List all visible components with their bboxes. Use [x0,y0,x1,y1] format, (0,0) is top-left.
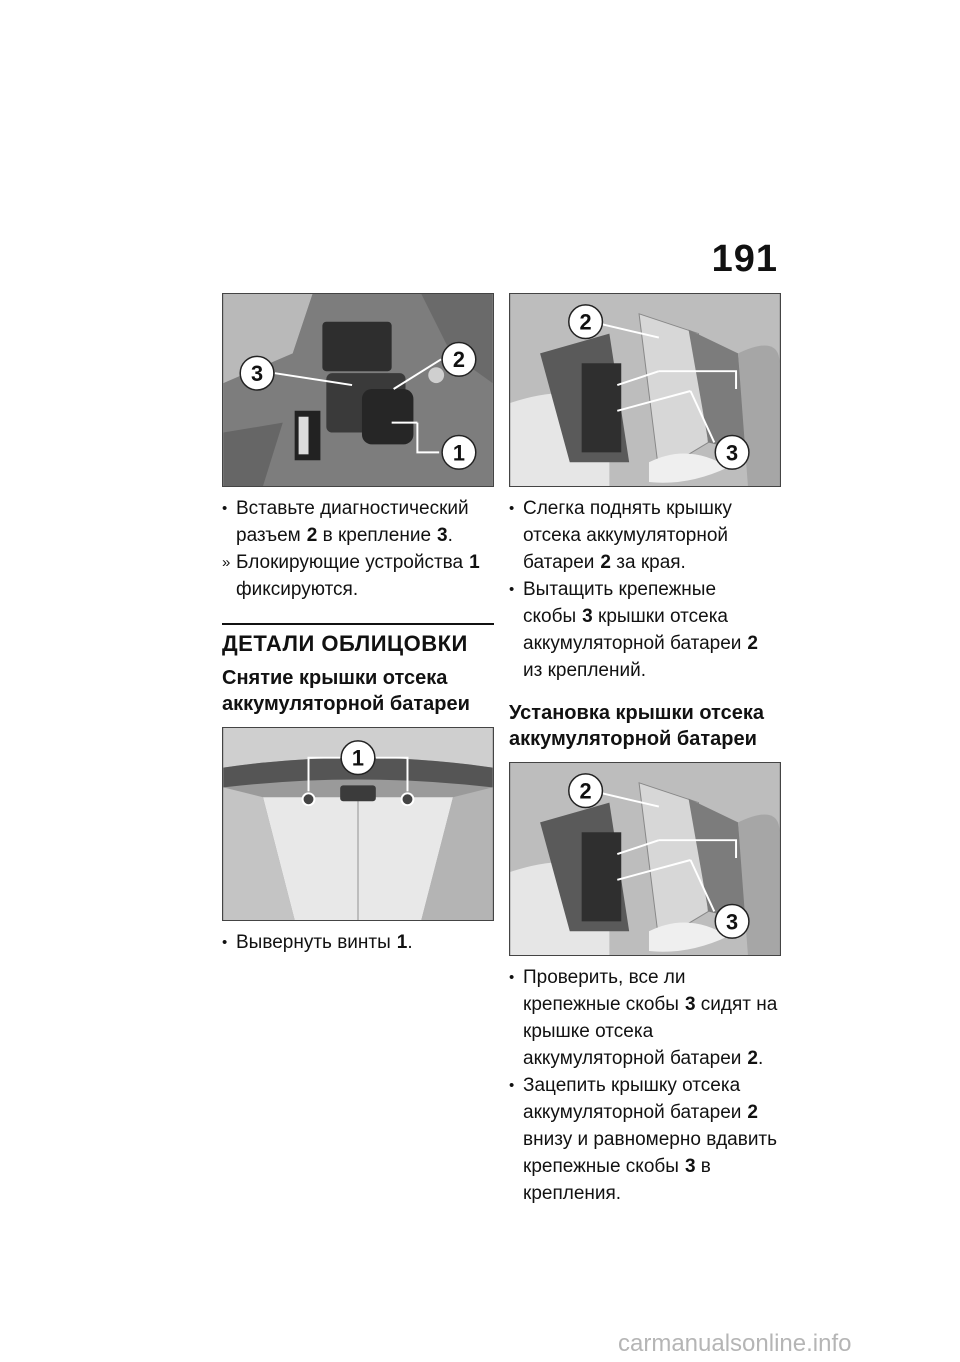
svg-text:2: 2 [452,347,466,373]
ref-number: 1 [396,932,408,953]
lift-cover-illustration [510,294,780,486]
step-item: • Вывернуть винты 1. [222,929,494,956]
steps-remove-screws [222,929,494,956]
callout-2 [569,305,603,339]
section-title: ДЕТАЛИ ОБЛИЦОВКИ [222,631,468,656]
figure-cover-screws [222,727,494,921]
ref-number: 2 [600,552,611,573]
ref-number: 3 [684,1156,696,1177]
right-column [509,293,781,1207]
callout-3 [240,356,274,390]
bullet-mark: • [222,500,228,517]
bullet-mark: • [509,500,515,517]
callout-1 [341,741,375,775]
svg-text:1: 1 [452,440,466,466]
step-item: • Вставьте диагностический разъем 2 в крепление 3. [222,495,494,549]
figure-lift-cover [509,293,781,487]
result-mark: » [222,554,231,571]
bullet-mark: • [509,581,515,598]
ref-number: 2 [747,1048,758,1069]
svg-text:3: 3 [726,909,739,935]
ref-number: 3 [437,525,448,546]
bullet-mark: • [509,1077,515,1094]
step-item: » Блокирующие устройства 1 фиксируются. [222,549,494,603]
ref-number: 3 [684,994,696,1015]
subsection-title-removal: Снятие крышки отсека аккумуляторной батареи [222,667,470,715]
watermark-text: carmanualsonline.info [618,1330,852,1357]
ref-number: 2 [306,525,318,546]
ref-number: 2 [747,633,758,654]
ref-number: 1 [469,552,480,573]
ref-number: 3 [582,606,593,627]
svg-text:3: 3 [250,361,264,387]
steps-install-cover [509,964,781,1207]
bullet-mark: • [509,969,515,986]
step-item: • Вытащить крепежные скобы 3 крышки отсека аккумуляторной батареи 2 из креплений. [509,576,781,684]
figure-diagnostic-connector [222,293,494,487]
svg-text:3: 3 [726,440,739,466]
step-item: • Проверить, все ли крепежные скобы 3 сидят на крышке отсека аккумуляторной батареи 2. [509,964,781,1072]
ref-number: 2 [747,1102,758,1123]
steps-lift-cover [509,495,781,684]
callout-3 [715,905,749,939]
figure-install-cover [509,762,781,956]
subsection-title-installation: Установка крышки отсека аккумуляторной батареи [509,702,764,750]
section-divider [222,623,494,625]
left-column [222,293,494,956]
svg-text:2: 2 [579,778,592,804]
callout-3 [715,436,749,470]
steps-insert-connector [222,495,494,603]
callout-2 [569,774,603,808]
svg-text:1: 1 [351,745,365,771]
install-cover-illustration [510,763,780,955]
callout-1 [442,436,476,470]
callout-2 [442,342,476,376]
step-item: • Зацепить крышку отсека аккумуляторной батареи 2 внизу и равномерно вдавить крепежные скобы 3 в крепления. [509,1072,781,1207]
step-item: • Слегка поднять крышку отсека аккумуляторной батареи 2 за края. [509,495,781,576]
svg-text:2: 2 [579,309,592,335]
bullet-mark: • [222,934,228,951]
diagnostic-connector-illustration [223,294,493,486]
cover-screws-illustration [223,728,493,920]
page-number: 191 [711,238,778,280]
